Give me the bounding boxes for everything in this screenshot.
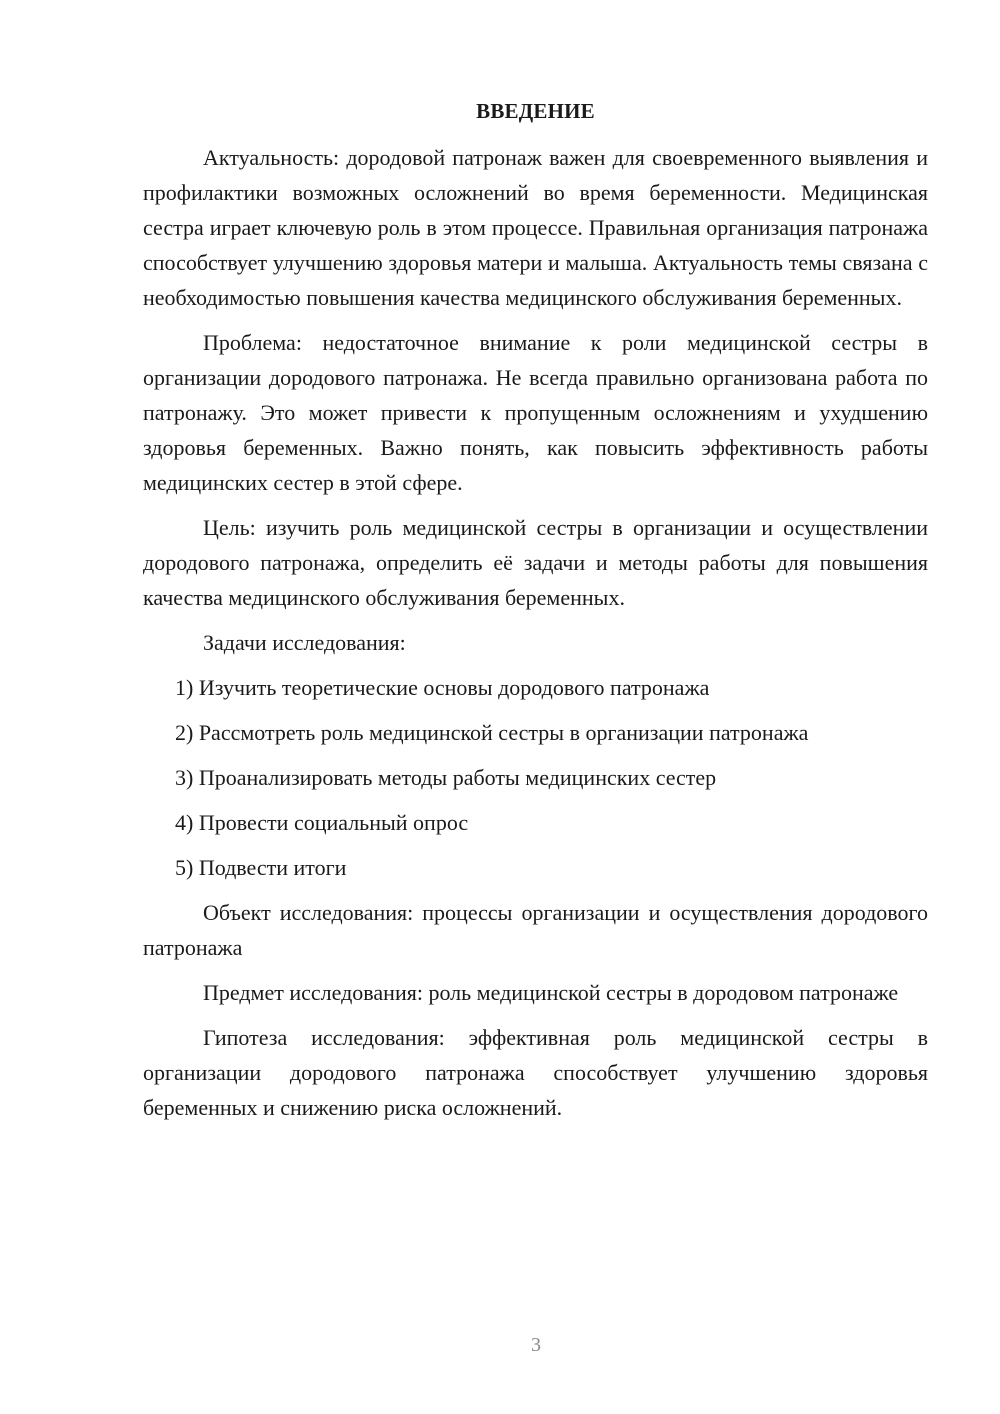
list-item: 3) Проанализировать методы работы медицинских сестер xyxy=(175,765,717,790)
tasks-list xyxy=(143,670,928,885)
section-title: ВВЕДЕНИЕ xyxy=(476,99,595,123)
list-item: 4) Провести социальный опрос xyxy=(175,810,469,835)
problem-paragraph: Проблема: недостаточное внимание к роли медицинской сестры в организации дородового патронажа. Не всегда правильно организована работа по патронажу. Это может привести к пропущенным осложнениям и ухудшению здоровья беременных. Важно понять, как повысить эффективность работы медицинских сестер в этой сфере. xyxy=(143,330,928,495)
relevance-paragraph: Актуальность: дородовой патронаж важен для своевременного выявления и профилактики возможных осложнений во время беременности. Медицинская сестра играет ключевую роль в этом процессе. Правильная организация патронажа способствует улучшению здоровья матери и малыша. Актуальность темы связана с необходимостью повышения качества медицинского обслуживания беременных. xyxy=(143,145,928,310)
goal-paragraph: Цель: изучить роль медицинской сестры в организации и осуществлении дородового патронажа, определить её задачи и методы работы для повышения качества медицинского обслуживания беременных. xyxy=(143,515,928,610)
list-item: 5) Подвести итоги xyxy=(175,855,347,880)
object-paragraph: Объект исследования: процессы организации и осуществления дородового патронажа xyxy=(143,900,928,960)
hypothesis-paragraph: Гипотеза исследования: эффективная роль медицинской сестры в организации дородового патронажа способствует улучшению здоровья беременных и снижению риска осложнений. xyxy=(143,1025,928,1120)
list-item: 2) Рассмотреть роль медицинской сестры в организации патронажа xyxy=(175,720,809,745)
document-page xyxy=(143,96,928,1135)
subject-paragraph: Предмет исследования: роль медицинской сестры в дородовом патронаже xyxy=(203,980,899,1005)
page-number: 3 xyxy=(531,1334,541,1356)
list-item: 1) Изучить теоретические основы дородового патронажа xyxy=(175,675,710,700)
tasks-heading: Задачи исследования: xyxy=(203,630,406,655)
